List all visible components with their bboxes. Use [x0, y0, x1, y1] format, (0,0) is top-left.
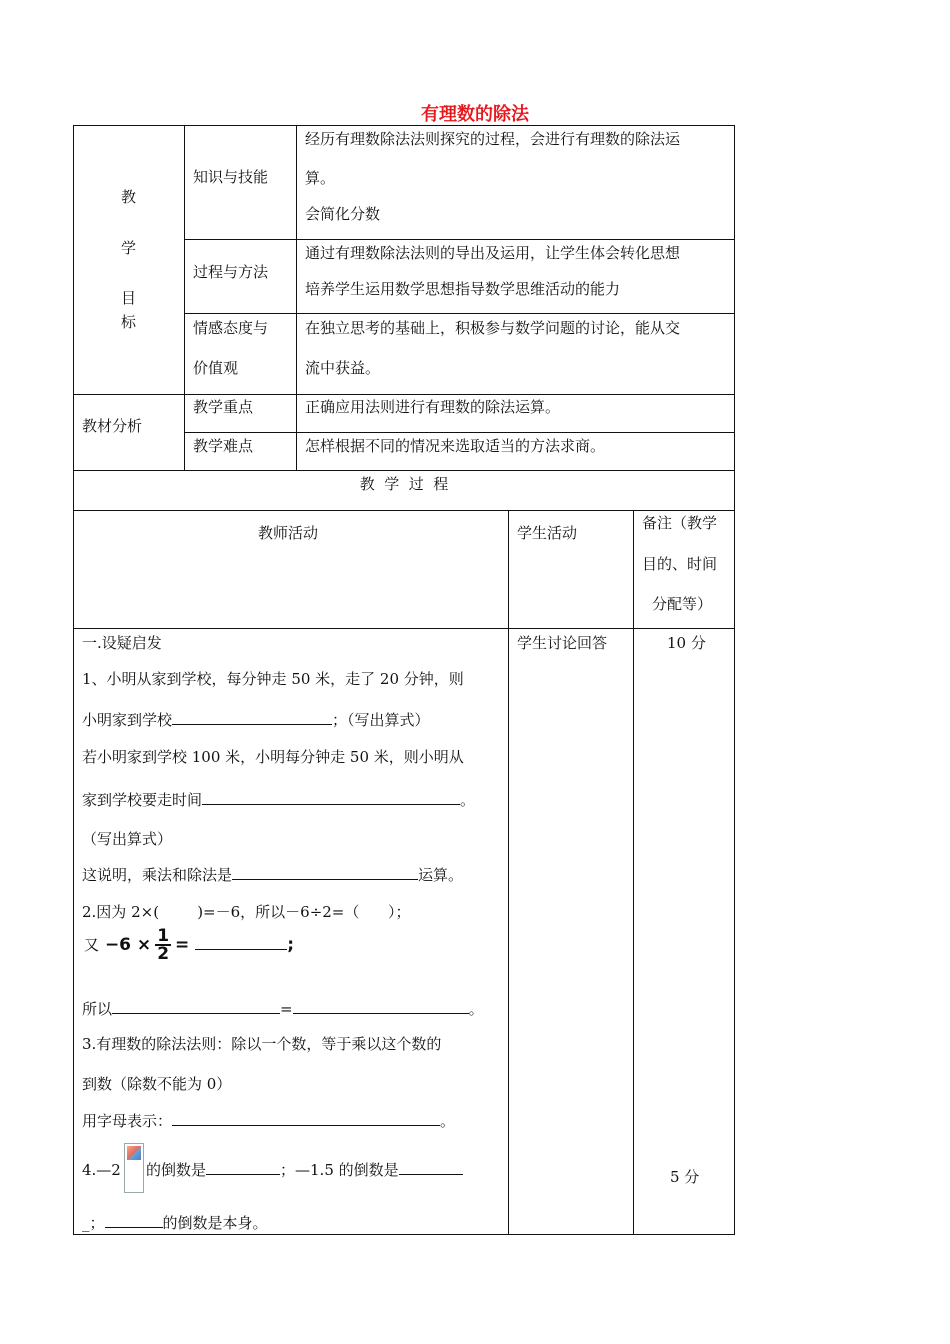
answer-blank[interactable]: [105, 1213, 163, 1228]
question4-line2: _； 的倒数是本身。: [82, 1214, 268, 1232]
student-activity: 学生讨论回答: [517, 634, 608, 652]
question4-line1: 的倒数是 ；—1.5 的倒数是: [146, 1160, 463, 1180]
answer-blank[interactable]: [172, 710, 332, 725]
objective-process-line1: 通过有理数除法法则的导出及运用，让学生体会转化思想: [305, 244, 681, 262]
difficult-point-text: 怎样根据不同的情况来选取适当的方法求商。: [305, 437, 606, 455]
answer-blank[interactable]: [206, 1160, 280, 1175]
objectives-label-4: 标: [121, 313, 137, 331]
section-heading: 一.设疑启发: [82, 634, 162, 652]
answer-blank[interactable]: [112, 999, 280, 1014]
category-process: 过程与方法: [193, 263, 269, 281]
teacher-activity-header: 教师活动: [258, 524, 319, 542]
objectives-label-3: 目: [121, 289, 137, 307]
time-allocation-1: 10 分: [667, 634, 706, 652]
question2-expression: 又 −6 × $\frac{1}{2}$ = ;: [84, 926, 295, 964]
answer-blank[interactable]: [293, 999, 469, 1014]
objectives-label-2: 学: [121, 239, 137, 257]
time-allocation-2: 5 分: [670, 1168, 700, 1186]
process-header: 教 学 过 程: [359, 475, 449, 493]
question1-line4: 家到学校要走时间 。: [82, 791, 476, 809]
objective-knowledge-line2: 算。: [305, 169, 336, 187]
question2-line3: 所以 = 。: [82, 1000, 484, 1018]
category-knowledge: 知识与技能: [193, 168, 269, 186]
category-difficult-point: 教学难点: [193, 437, 254, 455]
answer-blank[interactable]: [232, 865, 418, 880]
objective-knowledge-line1: 经历有理数除法法则探究的过程，会进行有理数的除法运: [305, 130, 681, 148]
answer-blank[interactable]: [195, 939, 287, 950]
category-attitude-line1: 情感态度与: [193, 319, 269, 337]
objective-knowledge-line3: 会简化分数: [305, 205, 381, 223]
question3-line3: 用字母表示： 。: [82, 1112, 456, 1130]
question2-line1: 2.因为 2×( )=－6，所以－6÷2=（ ）；: [82, 903, 411, 921]
student-activity-header: 学生活动: [517, 524, 578, 542]
objective-attitude-line2: 流中获益。: [305, 359, 381, 377]
category-key-point: 教学重点: [193, 398, 254, 416]
objective-attitude-line1: 在独立思考的基础上，积极参与数学问题的讨论，能从交: [305, 319, 681, 337]
category-attitude-line2: 价值观: [193, 359, 239, 377]
question1-line5: （写出算式）: [82, 830, 173, 848]
question3-line1: 3.有理数的除法法则：除以一个数，等于乘以这个数的: [82, 1035, 442, 1053]
question4-line1-start: 4.—2: [82, 1161, 121, 1179]
notes-header-line1: 备注（教学: [642, 514, 718, 532]
objective-process-line2: 培养学生运用数学思想指导数学思维活动的能力: [305, 280, 621, 298]
document-title: 有理数的除法: [421, 104, 529, 125]
key-point-text: 正确应用法则进行有理数的除法运算。: [305, 398, 561, 416]
notes-header-line3: 分配等）: [652, 595, 713, 613]
broken-image-icon: [124, 1143, 144, 1193]
question1-line6: 这说明，乘法和除法是 运算。: [82, 866, 464, 884]
question1-line2: 小明家到学校 ；（写出算式）: [82, 711, 430, 729]
question3-line2: 到数（除数不能为 0）: [82, 1075, 232, 1093]
objectives-label-1: 教: [121, 188, 137, 206]
analysis-label: 教材分析: [82, 417, 143, 435]
question1-line1: 1、小明从家到学校，每分钟走 50 米，走了 20 分钟，则: [82, 670, 464, 688]
question1-line3: 若小明家到学校 100 米，小明每分钟走 50 米，则小明从: [82, 748, 464, 766]
notes-header-line2: 目的、时间: [642, 555, 718, 573]
answer-blank[interactable]: [202, 790, 460, 805]
answer-blank[interactable]: [399, 1160, 463, 1175]
answer-blank[interactable]: [172, 1111, 440, 1126]
